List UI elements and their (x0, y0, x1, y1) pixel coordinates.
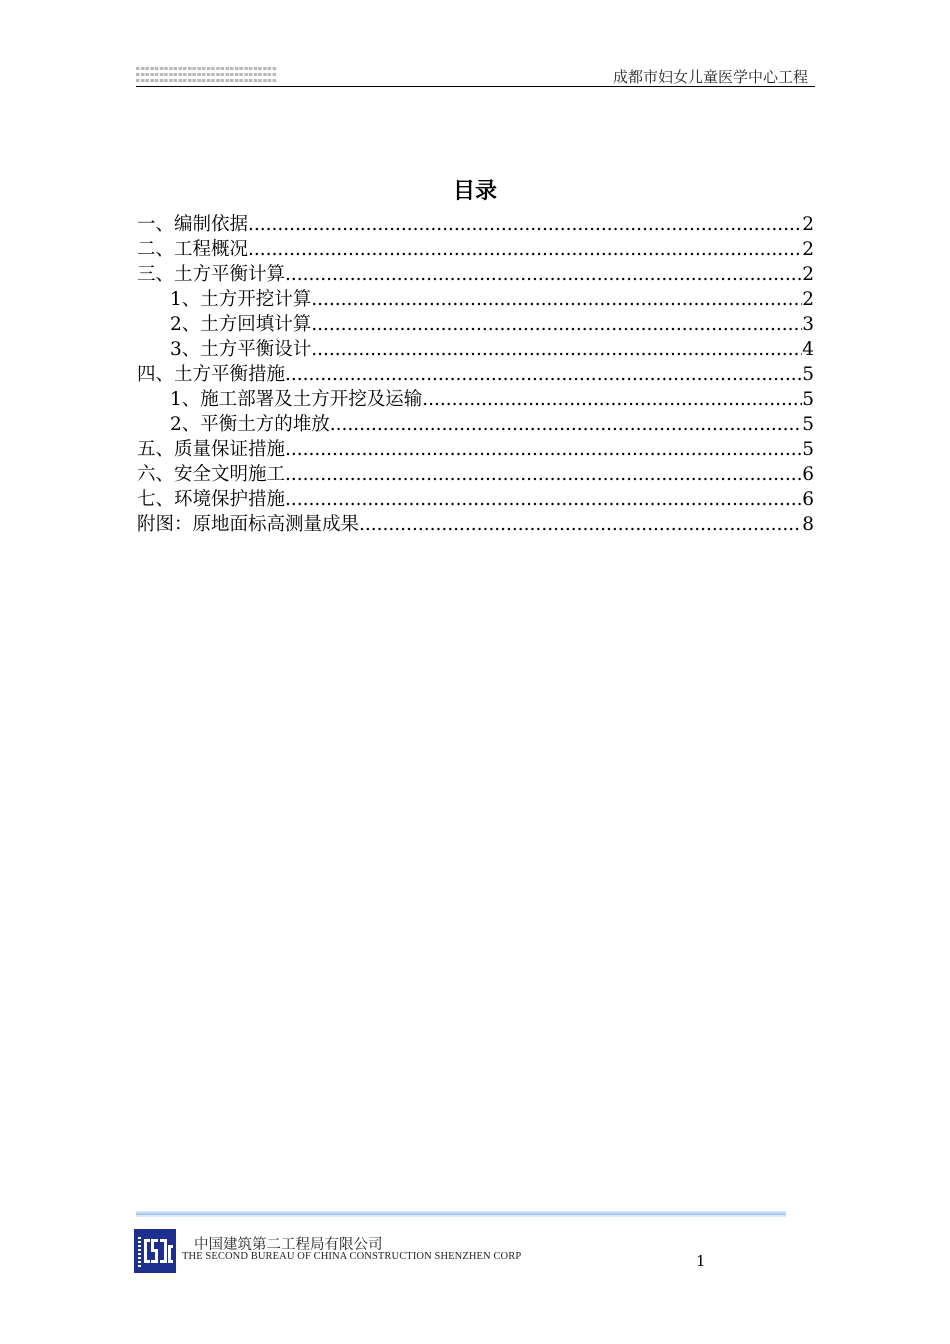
header-divider (136, 86, 815, 87)
toc-entry-label: 1、施工部署及土方开挖及运输 (170, 389, 423, 410)
toc-subentry[interactable] (137, 287, 814, 312)
toc-entry-page: 3 (802, 314, 814, 335)
table-of-contents (137, 212, 814, 537)
toc-entry-page: 6 (802, 489, 814, 510)
toc-entry-page: 2 (802, 289, 814, 310)
header-project-title: 成都市妇女儿童医学中心工程 (612, 68, 808, 86)
toc-entry-label: 2、土方回填计算 (170, 314, 312, 335)
toc-entry-label: 四、土方平衡措施 (137, 364, 286, 385)
toc-entry-page: 5 (802, 389, 814, 410)
footer-company-name-en: THE SECOND BUREAU OF CHINA CONSTRUCTION SHENZHEN CORP (182, 1251, 522, 1262)
toc-entry-page: 2 (802, 214, 814, 235)
toc-leader (359, 512, 802, 537)
page-number: 1 (696, 1252, 706, 1270)
toc-leader (330, 412, 802, 437)
toc-entry[interactable] (137, 487, 814, 512)
toc-leader (311, 312, 802, 337)
toc-entry-page: 6 (802, 464, 814, 485)
toc-entry-page: 4 (802, 339, 814, 360)
toc-entry-label: 五、质量保证措施 (137, 439, 286, 460)
toc-entry-page: 8 (802, 514, 814, 535)
toc-entry-label: 3、土方平衡设计 (170, 339, 312, 360)
toc-entry[interactable] (137, 237, 814, 262)
toc-entry-page: 2 (802, 239, 814, 260)
toc-leader (311, 337, 802, 362)
toc-entry-label: 二、工程概况 (137, 239, 249, 260)
toc-entry-label: 三、土方平衡计算 (137, 264, 286, 285)
toc-entry[interactable] (137, 212, 814, 237)
toc-entry-page: 5 (802, 439, 814, 460)
footer-divider (136, 1211, 786, 1217)
toc-entry-label: 六、安全文明施工 (137, 464, 286, 485)
toc-entry-page: 5 (802, 414, 814, 435)
toc-entry[interactable] (137, 437, 814, 462)
toc-leader (285, 487, 802, 512)
toc-leader (285, 437, 802, 462)
toc-leader (285, 362, 802, 387)
footer-company-name-cn: 中国建筑第二工程局有限公司 (194, 1237, 383, 1253)
toc-title: 目录 (452, 178, 497, 204)
toc-subentry[interactable] (137, 412, 814, 437)
toc-leader (311, 287, 802, 312)
toc-entry-label: 七、环境保护措施 (137, 489, 286, 510)
toc-entry-label: 1、土方开挖计算 (170, 289, 312, 310)
header-pattern-logo (136, 64, 278, 86)
toc-entry[interactable] (137, 262, 814, 287)
toc-subentry[interactable] (137, 387, 814, 412)
toc-leader (285, 462, 802, 487)
toc-leader (285, 262, 802, 287)
toc-leader (248, 212, 802, 237)
toc-entry-label: 一、编制依据 (137, 214, 249, 235)
toc-leader (422, 387, 802, 412)
toc-subentry[interactable] (137, 312, 814, 337)
toc-entry-page: 2 (802, 264, 814, 285)
toc-subentry[interactable] (137, 337, 814, 362)
toc-entry-page: 5 (802, 364, 814, 385)
toc-entry[interactable] (137, 462, 814, 487)
toc-entry[interactable] (137, 362, 814, 387)
toc-entry-label: 附图：原地面标高测量成果 (137, 514, 360, 535)
toc-entry[interactable] (137, 512, 814, 537)
toc-leader (248, 237, 802, 262)
toc-entry-label: 2、平衡土方的堆放 (170, 414, 330, 435)
cscec-logo (134, 1229, 176, 1273)
